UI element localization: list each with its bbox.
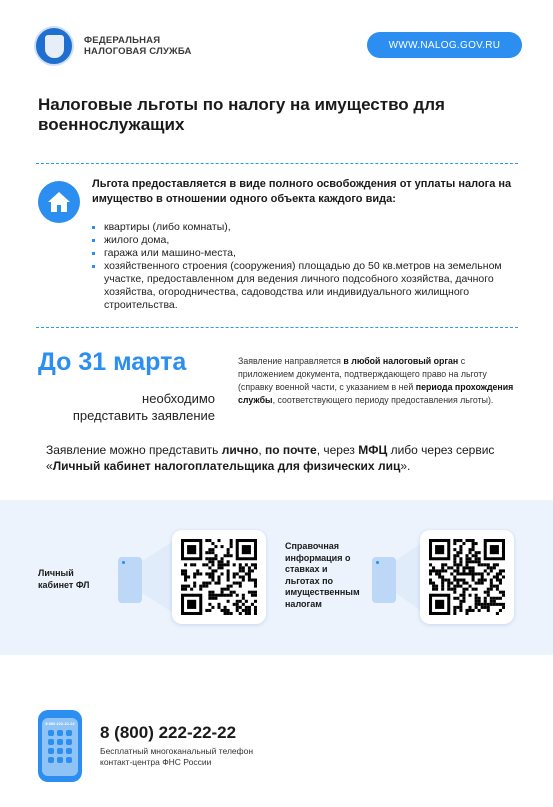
qr-label-reference <box>285 541 360 610</box>
org-name <box>84 35 204 57</box>
note-emphasis: периода прохождения службы <box>238 382 514 405</box>
ways-emphasis: Личный кабинет налогоплательщика для физических лиц <box>52 459 401 473</box>
header <box>34 26 524 66</box>
note-text: Заявление направляется <box>238 356 344 366</box>
ways-emphasis: по почте <box>264 443 317 457</box>
qr-label-line: информация о <box>285 552 351 563</box>
org-name-line2: НАЛОГОВАЯ СЛУЖБА <box>84 46 192 57</box>
qr-label-cabinet <box>38 568 90 591</box>
phone-icon <box>38 710 82 782</box>
divider <box>36 327 518 328</box>
submission-methods <box>46 442 516 474</box>
qr-label-line: имущественным <box>285 587 360 597</box>
deadline-note <box>238 355 518 407</box>
ways-emphasis: лично <box>221 443 259 457</box>
phone-graphic <box>372 557 396 603</box>
qr-code-reference[interactable] <box>420 530 514 624</box>
qr-label-line: налогам <box>285 598 322 609</box>
ways-emphasis: МФЦ <box>358 443 388 457</box>
deadline-subtitle-line1: необходимо <box>142 391 215 406</box>
note-emphasis: в любой налоговый орган <box>343 356 459 366</box>
fns-emblem-icon <box>34 26 74 66</box>
deadline-subtitle <box>40 390 230 424</box>
ways-text: Заявление можно представить <box>46 443 222 457</box>
org-name-line1: ФЕДЕРАЛЬНАЯ <box>84 35 161 46</box>
list-item: жилого дома, <box>92 234 512 247</box>
hotline-desc-line: Бесплатный многоканальный телефон <box>100 746 254 756</box>
hotline-desc-line: контакт-центра ФНС России <box>100 757 212 767</box>
qr-label-line: ставках и <box>285 564 328 574</box>
hotline-description <box>100 746 310 768</box>
phone-graphic <box>118 557 142 603</box>
page-title: Налоговые льготы по налогу на имущество для военнослужащих <box>38 95 445 134</box>
qr-label-line: Личный <box>38 568 74 578</box>
divider <box>36 163 518 164</box>
ways-text: , <box>258 443 265 457</box>
benefit-list <box>92 221 512 312</box>
ways-text: ». <box>400 459 411 473</box>
hotline-number[interactable]: 8 (800) 222-22-22 <box>100 723 237 742</box>
deadline-date: До 31 марта <box>38 348 187 376</box>
qr-code-icon <box>181 539 257 615</box>
list-item: хозяйственного строения (сооружения) площадью до 50 кв.метров на земельном участке, предоставленном для ведения личного подсобного хозяйства, дачного хозяйства, огородничества, садоводства или индивидуального жилищного строительства. <box>92 260 512 312</box>
ways-text: , через <box>316 443 359 457</box>
ways-text: либо через сервис « <box>46 443 495 473</box>
phone-screen-number: 8 800 222-22-22 <box>45 721 75 726</box>
qr-section <box>0 500 553 655</box>
house-icon <box>38 181 80 223</box>
list-item: гаража или машино-места, <box>92 247 512 260</box>
qr-label-line: Справочная <box>285 541 340 551</box>
note-text: с приложением документа, подтверждающего право на льготу (справку военной части, с указанием в ней <box>238 356 487 392</box>
list-item: квартиры (либо комнаты), <box>92 221 512 234</box>
site-link-button[interactable]: WWW.NALOG.GOV.RU <box>367 32 522 58</box>
qr-label-line: кабинет ФЛ <box>38 579 90 590</box>
qr-label-line: льготах по <box>285 575 334 586</box>
benefit-text: Льгота предоставляется в виде полного освобождения от уплаты налога на имущество в отношении одного объекта каждого вида: <box>92 178 512 205</box>
qr-code-cabinet[interactable] <box>172 530 266 624</box>
note-text: , соответствующего периоду предоставления льготы). <box>272 395 494 405</box>
qr-code-icon <box>429 539 505 615</box>
deadline-subtitle-line2: представить заявление <box>72 408 215 423</box>
